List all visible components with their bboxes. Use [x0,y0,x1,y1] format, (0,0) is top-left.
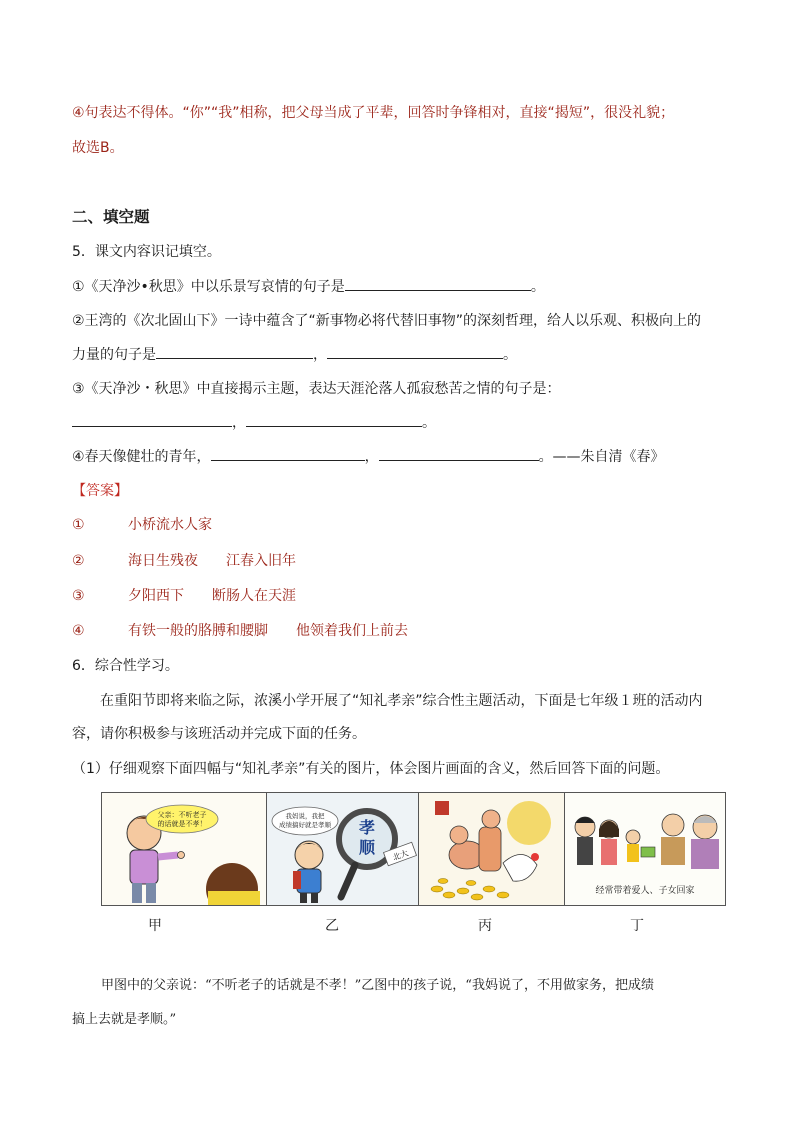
q5-item-1: ①《天净沙•秋思》中以乐景写哀情的句子是 。 [72,276,545,297]
caption-yi: 乙 [325,918,339,934]
q5-item-4: ④春天像健壮的青年， ， 。——朱自清《春》 [72,446,665,467]
bubble-jia-line-1: 父亲：不听老子 [157,811,207,819]
lens-text-line-2: 顺 [358,838,375,857]
blank-4a[interactable] [211,446,365,461]
answer-row-4: ④ 有铁一般的胳膊和腰脚 他领着我们上前去 [72,623,408,639]
blank-2a[interactable] [156,344,313,359]
cartoon-bing [419,793,565,905]
section-title: 二、填空题 [72,208,150,226]
banner-ding: 经常带着爱人、子女回家 [595,886,695,896]
tag-yi: 北大 [391,848,410,863]
caption-bing: 丙 [478,918,492,934]
cartoon-strip [101,792,726,906]
q5-item-3-line-1: ③《天净沙・秋思》中直接揭示主题，表达天涯沦落人孤寂愁苦之情的句子是： [72,381,561,397]
bottom-line-2: 搞上去就是孝顺。” [72,1012,177,1027]
blank-1[interactable] [345,276,531,291]
q5-title: 5．课文内容识记填空。 [72,244,221,260]
lens-text-line-1: 孝 [358,818,375,837]
q5-item-2-line-1: ②王湾的《次北固山下》一诗中蕴含了“新事物必将代替旧事物”的深刻哲理，给人以乐观、积极向上的 [72,313,702,329]
bubble-jia-line-2: 的话就是不孝！ [157,820,207,828]
analysis-line-2: 故选B。 [72,140,124,156]
answer-row-1: ① 小桥流水人家 [72,517,212,533]
q5-item-2-line-2: 力量的句子是 ， 。 [72,344,517,365]
blank-4b[interactable] [379,446,539,461]
bubble-yi-line-1: 我妈说，我把 [285,812,325,820]
bottom-line-1: 甲图中的父亲说：“不听老子的话就是不孝！”乙图中的孩子说，“我妈说了，不用做家务，把成绩 [101,978,654,993]
analysis-line-1: ④句表达不得体。“你”“我”相称，把父母当成了平辈，回答时争锋相对，直接“揭短”，很没礼貌； [72,105,675,121]
q5-item-3-line-2: ， 。 [72,412,436,433]
caption-ding: 丁 [630,918,644,934]
caption-jia: 甲 [148,918,162,934]
blank-3a[interactable] [72,412,232,427]
answer-label: 【答案】 [72,483,128,499]
cartoon-ding [565,793,725,905]
blank-3b[interactable] [246,412,422,427]
q6-sub-question-1: （1）仔细观察下面四幅与“知礼孝亲”有关的图片，体会图片画面的含义，然后回答下面的问题。 [72,761,670,777]
blank-2b[interactable] [327,344,503,359]
q6-title: 6．综合性学习。 [72,658,179,674]
cartoon-jia [102,793,267,905]
bubble-yi-line-2: 成绩搞好就是孝顺 [278,821,331,829]
answer-row-2: ② 海日生残夜 江春入旧年 [72,553,296,569]
q6-para-line-1: 在重阳节即将来临之际，浓溪小学开展了“知礼孝亲”综合性主题活动，下面是七年级１班的活动内 [100,693,703,709]
answer-row-3: ③ 夕阳西下 断肠人在天涯 [72,588,296,604]
q6-para-line-2: 容，请你积极参与该班活动并完成下面的任务。 [72,726,366,742]
cartoon-yi [267,793,420,905]
